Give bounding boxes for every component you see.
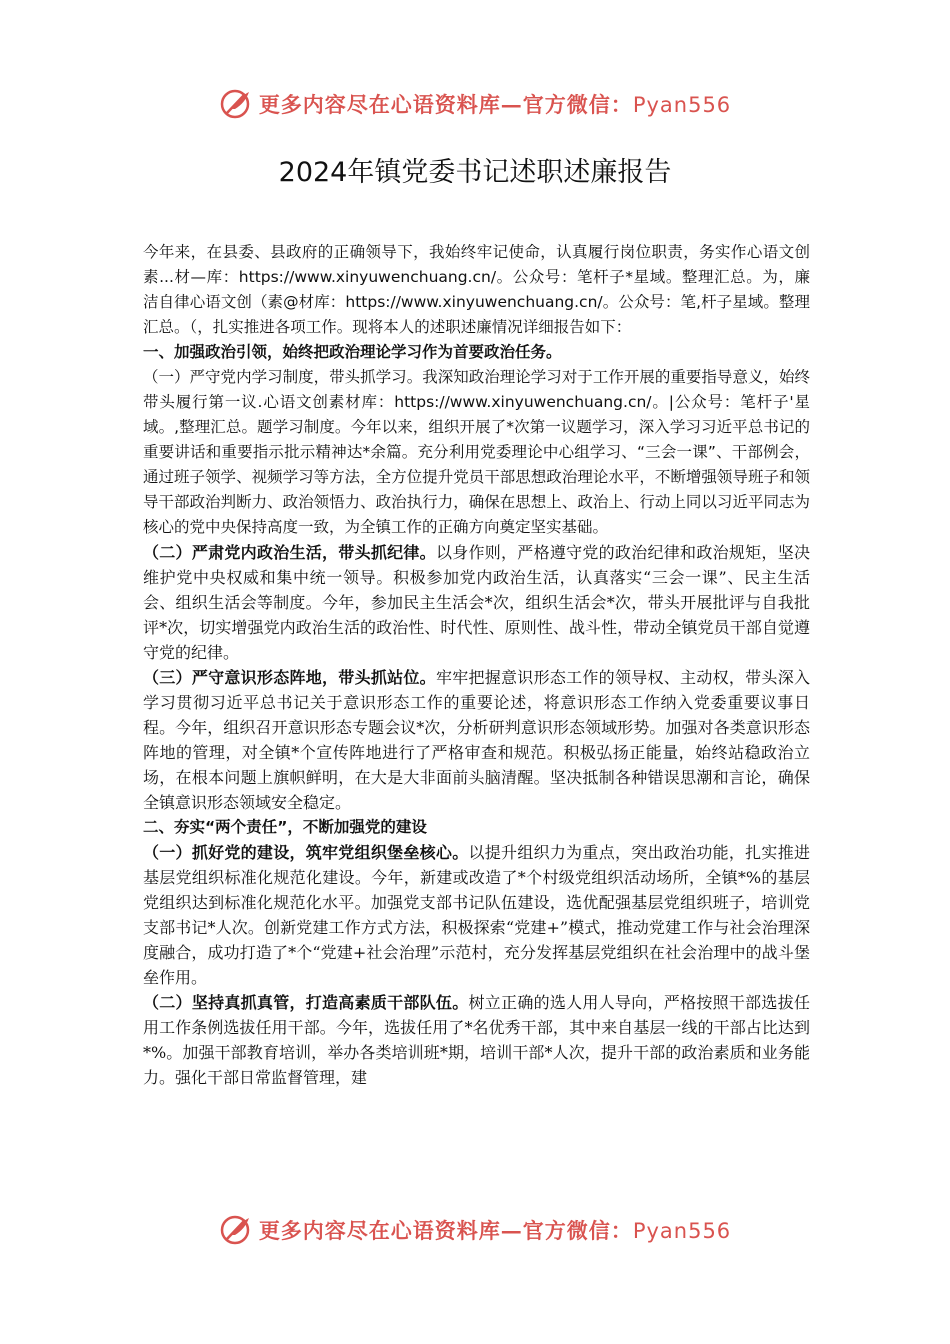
paragraph-5-text: 树立正确的选人用人导向，严格按照干部选拔任用工作条例选拔任用干部。今年，选拔任用了*名优秀干部，其中来自基层一线的干部占比达到*%。加强干部教育培训，举办各类培训班*期，培训干部*人次，提升干部的政治素质和业务能力。强化干部日常监督管理，建	[143, 993, 810, 1087]
paragraph-3	[143, 665, 810, 815]
paragraph-2	[143, 540, 810, 665]
watermark-banner-bottom	[0, 1208, 950, 1252]
paragraph-3-lead: （三）严守意识形态阵地，带头抓站位。	[143, 668, 436, 687]
intro-paragraph: 今年来，在县委、县政府的正确领导下，我始终牢记使命，认真履行岗位职责，务实作心语文创素...材—库：https://www.xinyuwenchuang.cn/。公众号：笔杆子*星域。整理汇总。为，廉洁自律心语文创（素@材库：https://www.xinyuwenchuang.cn/。公众号：笔,杆子星域。整理汇总。（，扎实推进各项工作。现将本人的述职述廉情况详细报告如下：	[143, 243, 810, 336]
paragraph-1: （一）严守党内学习制度，带头抓学习。我深知政治理论学习对于工作开展的重要指导意义，始终带头履行第一议.心语文创素材库：https://www.xinyuwenchuang.cn/。|公众号：笔杆子'星域。,整理汇总。题学习制度。今年以来，组织开展了*次第一议题学习，深入学习习近平总书记的重要讲话和重要指示批示精神达*余篇。充分利用党委理论中心组学习、“三会一课”、干部例会，通过班子领学、视频学习等方法，全方位提升党员干部思想政治理论水平，不断增强领导班子和领导干部政治判断力、政治领悟力、政治执行力，确保在思想上、政治上、行动上同以习近平同志为核心的党中央保持高度一致，为全镇工作的正确方向奠定坚实基础。	[143, 368, 810, 536]
document-title: 2024年镇党委书记述职述廉报告	[278, 157, 672, 188]
paragraph-4-lead: （一）抓好党的建设，筑牢党组织堡垒核心。	[143, 843, 469, 862]
paragraph-5-lead: （二）坚持真抓真管，打造高素质干部队伍。	[143, 993, 469, 1012]
section-heading-2: 二、夯实“两个责任”，不断加强党的建设	[143, 818, 427, 836]
paragraph-5	[143, 990, 810, 1090]
section-heading-1: 一、加强政治引领，始终把政治理论学习作为首要政治任务。	[143, 343, 562, 361]
quill-logo-icon	[219, 1213, 253, 1247]
paragraph-4	[143, 840, 810, 990]
quill-logo-icon	[219, 87, 253, 121]
document-body	[143, 240, 810, 1090]
paragraph-2-text: 以身作则，严格遵守党的政治纪律和政治规矩，坚决维护党中央权威和集中统一领导。积极参加党内政治生活，认真落实“三会一课”、民主生活会、组织生活会等制度。今年，参加民主生活会*次，组织生活会*次，带头开展批评与自我批评*次，切实增强党内政治生活的政治性、时代性、原则性、战斗性，带动全镇党员干部自觉遵守党的纪律。	[143, 543, 810, 662]
paragraph-3-text: 牢牢把握意识形态工作的领导权、主动权，带头深入学习贯彻习近平总书记关于意识形态工作的重要论述，将意识形态工作纳入党委重要议事日程。今年，组织召开意识形态专题会议*次，分析研判意识形态领域形势。加强对各类意识形态阵地的管理，对全镇*个宣传阵地进行了严格审查和规范。积极弘扬正能量，始终站稳政治立场，在根本问题上旗帜鲜明，在大是大非面前头脑清醒。坚决抵制各种错误思潮和言论，确保全镇意识形态领域安全稳定。	[143, 668, 810, 812]
paragraph-2-lead: （二）严肃党内政治生活，带头抓纪律。	[143, 543, 436, 562]
paragraph-4-text: 以提升组织力为重点，突出政治功能，扎实推进基层党组织标准化规范化建设。今年，新建或改造了*个村级党组织活动场所，全镇*%的基层党组织达到标准化规范化水平。加强党支部书记队伍建设，选优配强基层党组织班子，培训党支部书记*人次。创新党建工作方式方法，积极探索“党建+”模式，推动党建工作与社会治理深度融合，成功打造了*个“党建+社会治理”示范村，充分发挥基层党组织在社会治理中的战斗堡垒作用。	[143, 843, 810, 987]
watermark-text: 更多内容尽在心语资料库—官方微信：Pyan556	[258, 1218, 732, 1243]
watermark-text: 更多内容尽在心语资料库—官方微信：Pyan556	[258, 92, 732, 117]
watermark-banner-top	[0, 82, 950, 126]
